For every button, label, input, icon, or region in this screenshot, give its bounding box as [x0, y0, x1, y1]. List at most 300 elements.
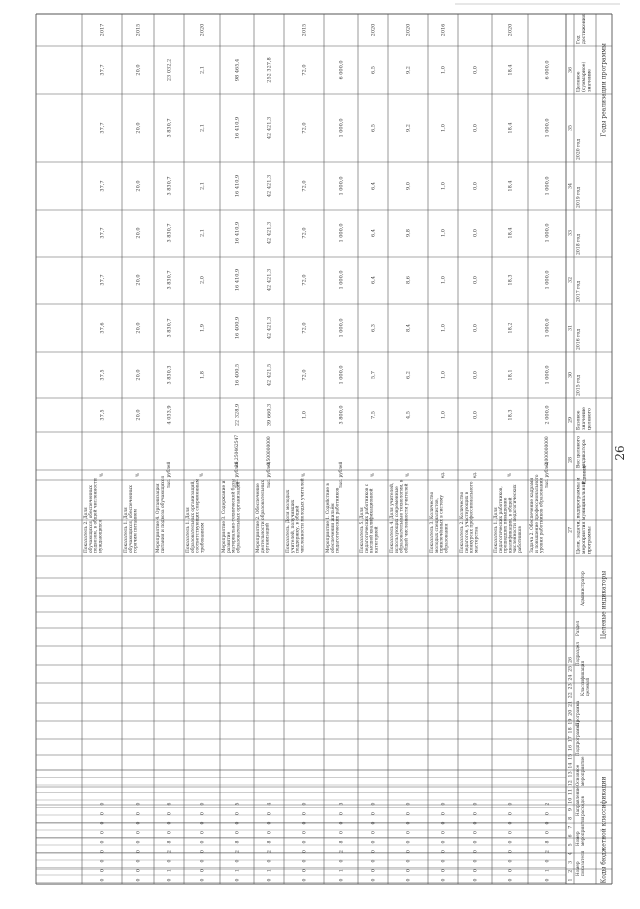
column-number: 19 [568, 718, 574, 725]
header-cell-7-line: 2015 год [576, 374, 582, 396]
column-number: 34 [568, 182, 574, 190]
row-baseline: 22 328,9 [234, 403, 241, 427]
row-total: 6 000,0 [338, 60, 345, 80]
code-header-1-line: Раздел [575, 620, 580, 636]
row-description-line: Мероприятие 3. Содержание и [222, 480, 227, 553]
row-value: 1 000,0 [544, 176, 551, 196]
row-value: 0,0 [472, 182, 479, 190]
page-number: 26 [613, 445, 627, 461]
row-value: 6,2 [405, 371, 412, 379]
header-cell-4-line: 2018 год [576, 233, 582, 255]
row-code-digit: 0 [200, 850, 206, 853]
row-code-digit: 0 [371, 850, 377, 853]
row-year: 2020 [370, 23, 377, 37]
row-description-line: обеспечении жильём [330, 503, 336, 553]
row-code-digit: 0 [371, 821, 377, 825]
code-header-0 [580, 571, 585, 606]
row-code-digit: 0 [441, 859, 447, 863]
row-value: 9,0 [405, 182, 412, 190]
row-value: 1,0 [440, 324, 447, 332]
row-code-digit: 0 [235, 821, 241, 825]
row-description-line: общей численности учителей [404, 483, 410, 553]
row-total: 252 327,8 [266, 57, 273, 83]
row-code-digit: 2 [545, 802, 551, 806]
row-baseline: 1,0 [440, 411, 447, 419]
row-value: 72,0 [301, 369, 308, 381]
row-description-line: Показатель 1. Доля [186, 507, 191, 553]
row-total: 98 465,4 [234, 58, 241, 82]
row-code-digit: 4 [267, 802, 273, 806]
row-code-digit: 0 [136, 859, 142, 863]
row-value: 0,0 [472, 124, 479, 132]
row-code-digit: 0 [136, 831, 142, 834]
row-description-line: развитие [226, 531, 232, 553]
row-code-digit: 0 [371, 831, 377, 834]
column-number: 27 [568, 526, 574, 534]
row-value: 2,1 [199, 124, 206, 132]
row-value: 20,0 [135, 122, 142, 134]
column-number: 2 [568, 869, 574, 873]
row-code-digit: 0 [167, 878, 173, 882]
row-value: 1 000,0 [338, 270, 345, 290]
row-code-digit: 0 [167, 821, 173, 825]
row-value: 6,3 [370, 324, 377, 332]
row-code-digit: 0 [235, 831, 241, 834]
header-cell-8-line: значение [582, 407, 587, 430]
row-code-digit: 0 [441, 840, 447, 844]
header-cell-5-line: 2017 год [576, 280, 582, 302]
row-code-digit: 1 [545, 869, 551, 872]
row-value: 3 830,7 [166, 176, 173, 196]
row-year: 2020 [507, 23, 514, 37]
row-value: 1 000,0 [338, 318, 345, 338]
row-code-digit: 5 [235, 802, 241, 806]
row-code-digit: 0 [371, 859, 377, 863]
row-description-line: Показатель 1. Доля [494, 507, 499, 553]
column-number: 11 [568, 788, 574, 796]
header-cell-9-line: Вес целевого [576, 436, 582, 468]
row-description-line: Показатель 5. Доля [360, 507, 365, 553]
row-code-digit: 0 [371, 869, 377, 872]
row-value: 42 421,3 [266, 268, 273, 292]
column-number: 33 [568, 229, 574, 237]
row-code-digit: 0 [406, 850, 412, 853]
row-value: 1,0 [440, 124, 447, 132]
row-code-digit: 0 [441, 850, 447, 853]
row-code-digit: 0 [100, 859, 106, 863]
row-code-digit: 0 [545, 821, 551, 825]
header-cell-1-line: (суммарное) [582, 61, 587, 92]
row-description-line: нуждающихся [98, 519, 104, 553]
row-code-digit: 0 [267, 878, 273, 882]
row-description-line: квалификации, в общей [508, 497, 514, 553]
row-baseline: 20,0 [135, 409, 142, 421]
row-code-digit: 0 [200, 878, 206, 882]
row-unit: тыс. рублей [544, 461, 549, 489]
row-unit: тыс. рублей [266, 461, 271, 489]
row-value: 42 421,5 [266, 363, 273, 387]
row-value: 1 000,0 [544, 118, 551, 138]
row-description-line: соответствующих современным [195, 478, 201, 553]
row-total: 1,0 [440, 66, 447, 74]
header-cell-0-line: достижения [582, 14, 587, 44]
row-code-digit: 0 [406, 831, 412, 834]
row-value: 72,0 [301, 322, 308, 334]
row-total: 23 032,2 [166, 58, 173, 82]
row-value: 9,8 [405, 229, 412, 237]
row-value: 18,4 [507, 227, 514, 239]
column-number: 17 [568, 736, 574, 743]
row-code-digit: 0 [302, 840, 308, 844]
row-value: 1 000,0 [338, 118, 345, 138]
row-year: 2020 [405, 23, 412, 37]
row-unit: % [507, 473, 512, 477]
row-code-digit: 0 [267, 859, 273, 863]
row-description [156, 476, 166, 553]
row-unit: ед. [440, 471, 445, 479]
row-description-line: численности молодых учителей [300, 478, 306, 553]
row-baseline: 18,3 [507, 409, 514, 421]
row-description-line: поддержку, в общей [295, 505, 301, 553]
code-header-5-line: Подпрограмма [575, 722, 580, 756]
code-header-5 [575, 722, 580, 756]
row-value: 18,1 [507, 369, 514, 381]
row-code-digit: 0 [100, 869, 106, 872]
row-code-digit: 0 [100, 850, 106, 853]
row-description-line: образовательных организаций, [190, 480, 196, 553]
row-value: 6,5 [370, 124, 377, 132]
row-code-digit: 0 [406, 821, 412, 825]
row-code-digit: 0 [136, 812, 142, 815]
header-cell-3 [576, 187, 582, 208]
row-code-digit: 0 [441, 821, 447, 825]
row-value: 8,6 [405, 276, 412, 284]
row-code-digit: 0 [302, 850, 308, 853]
column-number: 15 [568, 753, 574, 760]
row-code-digit: 0 [302, 878, 308, 882]
row-year: 2016 [440, 23, 447, 37]
row-description [390, 479, 409, 553]
row-description-line: подвозом, в общей численности [93, 478, 99, 553]
column-number: 9 [568, 808, 574, 812]
row-total: 6,5 [370, 66, 377, 74]
row-value: 18,4 [507, 180, 514, 192]
row-code-digit: 0 [545, 831, 551, 834]
row-description-line: Показатель 1. Доля [124, 507, 129, 553]
row-weight: 26,250462547 [235, 434, 240, 468]
row-code-digit: 2 [235, 850, 241, 853]
row-description-line: работников [518, 526, 523, 553]
row-description-line: педагогических работников с [364, 483, 370, 553]
column-number: 3 [568, 860, 574, 864]
row-code-digit: 2 [167, 850, 173, 853]
row-value: 16 410,9 [234, 268, 241, 292]
row-description-line: педагогов, участвующих в [464, 491, 470, 553]
header-cell-7 [576, 375, 582, 396]
column-number: 23 [568, 683, 574, 690]
row-code-digit: 0 [406, 840, 412, 844]
header-cell-2 [576, 139, 582, 160]
row-value: 2,1 [199, 229, 206, 237]
row-total: 6 000,0 [544, 60, 551, 80]
row-value: 1,0 [440, 371, 447, 379]
row-unit: % [370, 473, 375, 477]
row-weight: 2,000000000 [545, 436, 550, 466]
row-code-digit: 8 [235, 840, 241, 844]
row-total: 37,7 [99, 64, 106, 76]
row-code-digit: 0 [473, 850, 479, 853]
row-code-digit: 0 [339, 821, 345, 825]
row-value: 20,0 [135, 322, 142, 334]
row-code-digit: 0 [302, 859, 308, 863]
header-cell-3-line: 2019 год [576, 186, 582, 208]
row-value: 72,0 [301, 122, 308, 134]
row-code-digit: 1 [339, 869, 345, 872]
column-number: 20 [568, 709, 574, 716]
column-number: 35 [568, 124, 574, 132]
row-baseline: 1,0 [301, 411, 308, 419]
row-code-digit: 0 [100, 831, 106, 834]
row-value: 42 421,3 [266, 221, 273, 245]
row-code-digit: 0 [441, 878, 447, 882]
header-cell-9-line: индикатора [582, 439, 587, 468]
row-code-digit: 0 [200, 859, 206, 863]
row-code-digit: 0 [136, 802, 142, 806]
row-value: 16 400,5 [234, 363, 241, 387]
row-code-digit: 0 [508, 821, 514, 825]
code-header-4-line: Программа [575, 700, 580, 726]
row-value: 1 000,0 [544, 223, 551, 243]
header-cell-11-line: программы [587, 526, 593, 554]
row-code-digit: 0 [302, 831, 308, 834]
row-code-digit: 1 [267, 869, 273, 872]
row-code-digit: 0 [473, 840, 479, 844]
header-cell-6 [576, 329, 582, 350]
row-value: 42 421,3 [266, 316, 273, 340]
row-year: 2020 [199, 23, 206, 37]
row-code-digit: 8 [339, 840, 345, 844]
row-weight: 0,500000000 [267, 436, 272, 466]
row-value: 1,0 [440, 276, 447, 284]
row-description-line: горячим питанием [133, 509, 139, 553]
row-code-digit: 0 [136, 821, 142, 825]
row-value: 0,0 [472, 229, 479, 237]
row-code-digit: 0 [302, 821, 308, 825]
column-number: 4 [568, 852, 574, 856]
row-value: 37,5 [99, 369, 106, 381]
row-value: 16 410,9 [234, 221, 241, 245]
row-baseline: 4 033,9 [166, 405, 173, 425]
row-value: 20,0 [135, 369, 142, 381]
row-code-digit: 0 [508, 859, 514, 863]
header-codes-group: Коды бюджетной классификации [600, 776, 608, 884]
row-code-digit: 0 [473, 878, 479, 882]
row-code-digit: 0 [441, 869, 447, 872]
code-header-3-line: целевой [585, 678, 590, 696]
row-value: 5,7 [370, 371, 377, 379]
row-baseline: 0,0 [472, 411, 479, 419]
header-cell-4 [576, 234, 582, 255]
row-code-digit: 0 [267, 821, 273, 825]
row-code-digit: 0 [339, 878, 345, 882]
row-code-digit: 0 [371, 840, 377, 844]
row-code-digit: 0 [100, 812, 106, 815]
row-code-digit: 0 [508, 840, 514, 844]
row-code-digit: 0 [200, 821, 206, 825]
row-code-digit: 0 [508, 869, 514, 872]
row-description-line: мастерства [474, 526, 480, 553]
row-description-line: привлечённых в систему [439, 495, 445, 553]
row-description-line: уровня работников образования [539, 477, 545, 553]
header-cell-11-line: мероприятия муниципальной [582, 481, 587, 554]
row-code-digit: 0 [339, 831, 345, 834]
row-value: 16 400,9 [234, 316, 241, 340]
row-description-line: Показатель. Доля молодых [286, 489, 291, 553]
row-unit: % [301, 473, 306, 477]
code-header-2-line: Подраздел [575, 642, 580, 666]
row-code-digit: 0 [371, 812, 377, 815]
row-code-digit: 0 [441, 831, 447, 834]
row-value: 37,7 [99, 180, 106, 192]
column-number: 5 [568, 843, 574, 847]
row-description-line: питания и подвоза обучающихся [160, 476, 166, 553]
row-code-digit: 8 [545, 840, 551, 844]
header-cell-10: Единиц [582, 465, 588, 485]
row-unit: тыс. рублей [234, 461, 239, 489]
row-code-digit: 0 [100, 802, 106, 806]
row-description-line: требованиям [200, 522, 206, 553]
row-code-digit: 0 [200, 802, 206, 806]
header-cell-6-line: 2016 год [576, 328, 582, 350]
row-value: 1,0 [440, 182, 447, 190]
row-value: 72,0 [301, 180, 308, 192]
row-value: 1 000,0 [338, 365, 345, 385]
row-value: 16 410,9 [234, 174, 241, 198]
column-number: 22 [568, 692, 574, 699]
row-code-digit: 0 [545, 812, 551, 815]
header-cell-1-line: Целевое [576, 71, 582, 92]
row-code-digit: 0 [235, 878, 241, 882]
row-code-digit: 0 [100, 821, 106, 825]
column-number: 12 [568, 780, 574, 787]
row-code-digit: 0 [545, 878, 551, 882]
row-value: 1 000,0 [544, 270, 551, 290]
row-code-digit: 0 [200, 840, 206, 844]
code-header-6-line: Основное [575, 764, 580, 786]
row-code-digit: 1 [235, 869, 241, 872]
row-unit: % [135, 473, 140, 477]
row-description-line: использующих современные [394, 486, 400, 553]
row-unit: ед. [472, 471, 477, 479]
row-code-digit: 0 [545, 859, 551, 863]
column-number: 24 [568, 674, 574, 681]
row-value: 1,8 [199, 371, 206, 379]
code-header-7-line: расходов [580, 796, 585, 816]
column-number: 21 [568, 700, 574, 708]
code-header-1 [575, 620, 580, 636]
row-value: 1 000,0 [544, 365, 551, 385]
row-description-line: педагогических работников, [498, 486, 504, 553]
row-description-line: Показатель 2. Доля [84, 507, 89, 553]
row-value: 37,7 [99, 227, 106, 239]
row-code-digit: 0 [508, 802, 514, 806]
row-unit: % [99, 473, 104, 477]
row-code-digit: 0 [235, 859, 241, 863]
row-description-line: образовательные технологии, в [399, 479, 405, 553]
row-value: 3 830,3 [166, 365, 173, 385]
row-value: 9,2 [405, 124, 412, 132]
row-code-digit: 0 [473, 821, 479, 825]
column-number: 6 [568, 834, 574, 838]
column-number: 25 [568, 665, 574, 672]
column-number: 31 [568, 324, 574, 332]
row-baseline: 4,5 [405, 411, 412, 419]
row-value: 1 000,0 [338, 223, 345, 243]
row-value: 2,1 [199, 182, 206, 190]
row-description-line: деятельности образовательных [260, 479, 266, 553]
row-value: 6,4 [370, 182, 377, 190]
row-description-line: и повышение профессионального [534, 474, 540, 553]
column-number: 18 [568, 727, 574, 734]
column-number: 8 [568, 816, 574, 820]
row-total: 9,2 [405, 66, 412, 74]
row-value: 0,0 [472, 324, 479, 332]
row-value: 20,0 [135, 274, 142, 286]
code-header-3-line: Классификация [580, 660, 585, 696]
row-value: 1,9 [199, 324, 206, 332]
column-number: 26 [568, 656, 574, 664]
row-value: 72,0 [301, 274, 308, 286]
row-code-digit: 0 [406, 878, 412, 882]
row-value: 1 000,0 [544, 318, 551, 338]
row-code-digit: 0 [167, 831, 173, 834]
row-unit: тыс. рублей [338, 461, 343, 489]
row-code-digit: 0 [473, 831, 479, 834]
row-baseline: 7,5 [370, 411, 377, 419]
row-description-line: конкурсах профессионального [469, 481, 475, 553]
row-code-digit: 2 [267, 850, 273, 853]
row-code-digit: 0 [473, 869, 479, 872]
code-header-8-line: Номер [575, 831, 580, 846]
row-code-digit: 0 [136, 869, 142, 872]
row-value: 42 421,3 [266, 116, 273, 140]
row-baseline: 39 660,3 [266, 403, 273, 427]
row-code-digit: 0 [100, 878, 106, 882]
row-code-digit: 0 [441, 802, 447, 806]
row-description-line: Показатель 3. Количество [430, 491, 435, 553]
row-code-digit: 0 [100, 840, 106, 844]
column-number: 7 [568, 825, 574, 829]
row-code-digit: 0 [200, 869, 206, 872]
row-baseline: 37,5 [99, 409, 106, 421]
row-value: 18,4 [507, 122, 514, 134]
row-code-digit: 0 [167, 859, 173, 863]
row-total: 2,1 [199, 66, 206, 74]
header-target-group: Целевые индикаторы [600, 570, 608, 640]
column-number: 10 [568, 797, 574, 804]
row-code-digit: 2 [339, 850, 345, 853]
row-baseline: 3 800,0 [338, 405, 345, 425]
row-code-digit: 0 [302, 869, 308, 872]
row-description-line: прошедших повышение [503, 497, 509, 553]
row-description-line: материально-технической базы [231, 479, 237, 553]
row-total: 72,0 [301, 64, 308, 76]
row-code-digit: 0 [136, 850, 142, 853]
header-cell-9 [576, 436, 588, 468]
column-number: 36 [568, 66, 574, 74]
row-code-digit: 0 [441, 812, 447, 815]
row-code-digit: 2 [545, 850, 551, 853]
